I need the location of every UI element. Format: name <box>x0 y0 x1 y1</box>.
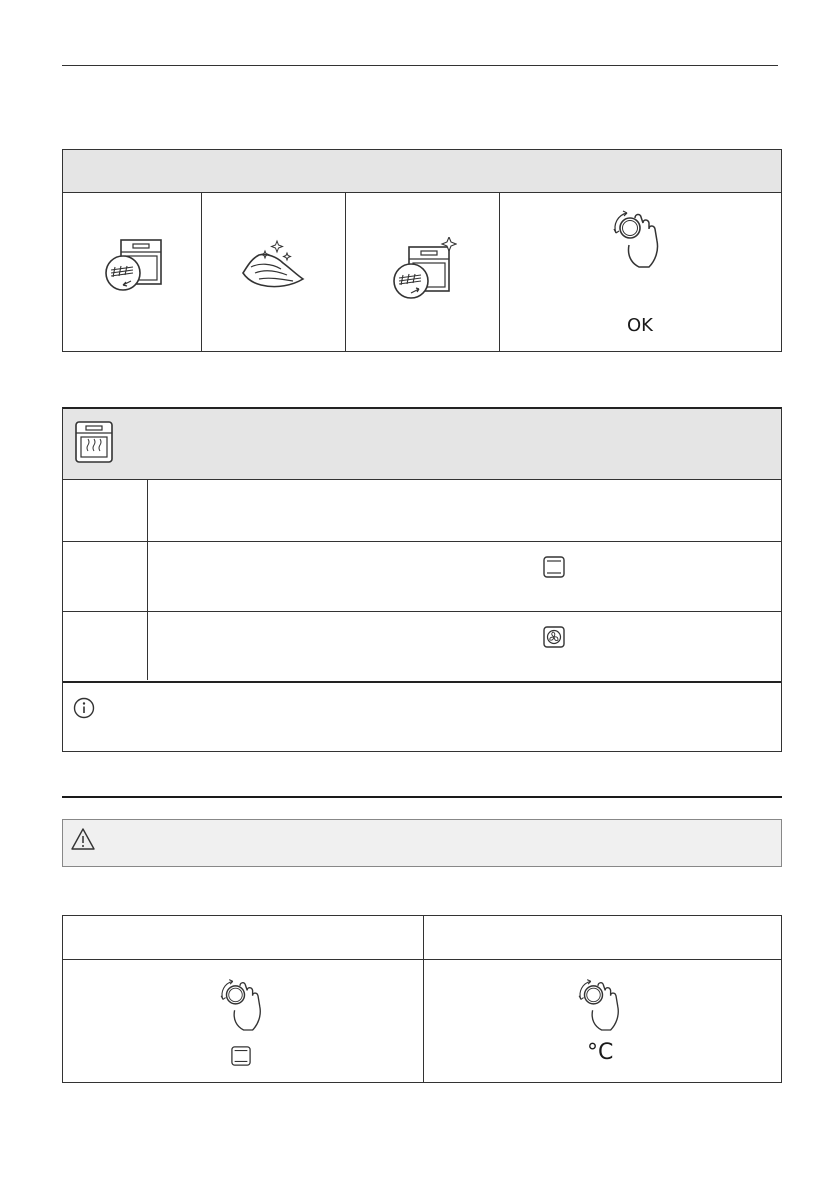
section-rule <box>62 796 782 798</box>
oven-heating-icon <box>75 421 113 463</box>
function-temperature-table <box>62 915 782 1083</box>
table-row <box>63 612 781 680</box>
rotate-knob-icon <box>605 205 665 269</box>
remove-accessories-icon <box>103 237 165 297</box>
function-temperature-header <box>63 916 781 960</box>
temperature-unit-label: °C <box>587 1040 614 1065</box>
cleaning-steps-table <box>62 149 782 352</box>
wipe-cloth-icon <box>237 233 311 295</box>
info-icon <box>73 697 95 719</box>
insert-accessories-icon <box>391 237 457 303</box>
heating-functions-header <box>63 409 781 480</box>
cleaning-steps-header <box>63 150 781 193</box>
table-row <box>63 480 781 542</box>
conventional-heating-icon <box>231 1046 251 1066</box>
rotate-knob-icon <box>571 974 625 1032</box>
table-row <box>63 542 781 612</box>
page-header-rule <box>62 65 778 66</box>
step-insert-accessories <box>345 193 500 351</box>
ok-label: OK <box>627 315 653 336</box>
info-note <box>63 681 781 753</box>
fan-heating-icon <box>543 626 565 648</box>
heating-functions-table <box>62 407 782 752</box>
warning-box <box>62 819 782 867</box>
column-divider <box>423 916 424 1082</box>
warning-icon <box>70 827 96 851</box>
step-confirm <box>499 193 781 351</box>
conventional-heating-icon <box>543 556 565 578</box>
step-wipe <box>201 193 346 351</box>
rotate-knob-icon <box>213 974 267 1032</box>
step-remove-accessories <box>63 193 202 351</box>
